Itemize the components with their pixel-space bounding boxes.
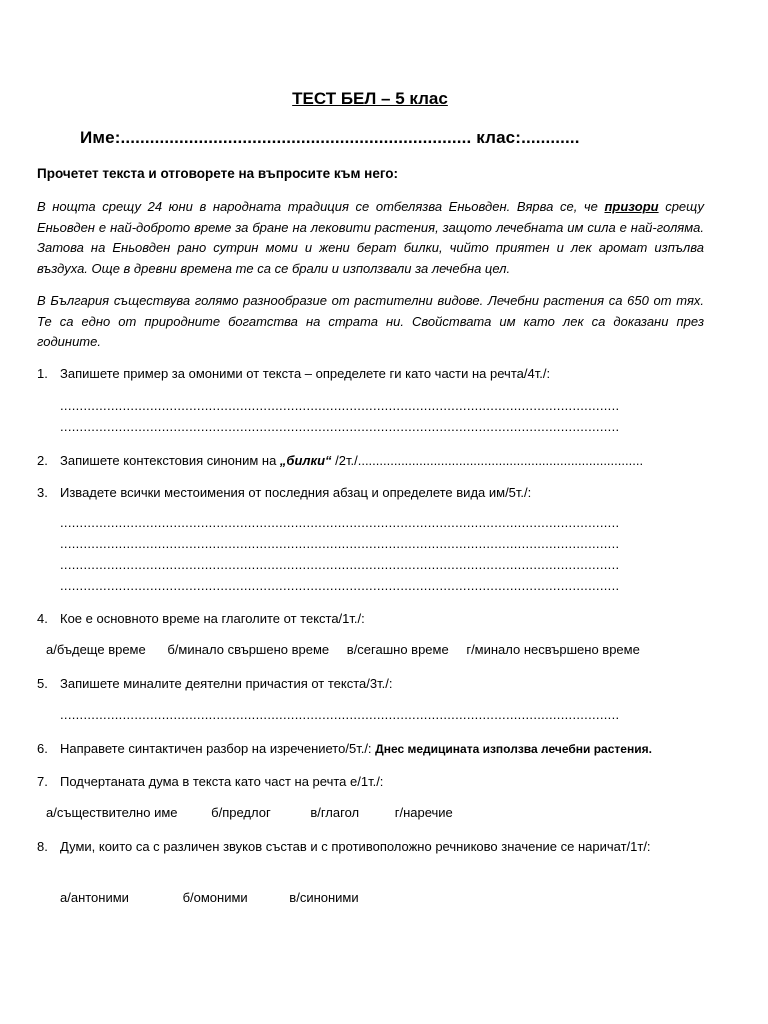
question-5 (37, 674, 704, 694)
question-6 (37, 739, 704, 759)
test-title: ТЕСТ БЕЛ – 5 клас (292, 89, 448, 108)
question-number: 1. (37, 366, 48, 381)
question-number: 2. (37, 453, 48, 468)
question-7 (37, 772, 704, 792)
option-b[interactable]: б/минало свършено време (167, 642, 330, 657)
question-number: 7. (37, 774, 48, 789)
option-a[interactable]: а/бъдеще време (46, 642, 146, 657)
question-text: Подчертаната дума в текста като част на речта е/1т./: (60, 774, 384, 789)
question-text: Запишете миналите деятелни причастия от текста/3т./: (60, 676, 393, 691)
question-8-options (60, 890, 359, 905)
option-b[interactable]: б/омоними (182, 890, 248, 905)
option-a[interactable]: а/антоними (60, 890, 129, 905)
question-number: 8. (37, 839, 48, 854)
answer-line[interactable]: ............................................................................................................................................... (60, 578, 620, 593)
answer-line[interactable]: ............................................................................................................................................... (60, 398, 620, 413)
answer-line[interactable]: ............................................................................................................................................... (60, 536, 620, 551)
option-d[interactable]: г/минало несвършено време (466, 642, 640, 657)
answer-line[interactable]: ............................................................................................................................................... (60, 515, 620, 530)
text-paragraph-2: В България съществува голямо разнообразие от растителни видове. Лечебни растения са 650 от тях. Те са едно от природните богатства на страта ни. Свойствата им като лек са доказани през годините. (37, 293, 704, 349)
question-4-options (46, 642, 640, 657)
question-8 (37, 837, 704, 857)
answer-line[interactable]: ............................................................................................................................................... (60, 557, 620, 572)
option-b[interactable]: б/предлог (211, 805, 271, 820)
question-text: Запишете пример за омоними от текста – определете ги като части на речта/4т./: (60, 366, 551, 381)
text-paragraph-1 (37, 197, 704, 279)
emphasized-word: „билки“ (279, 453, 332, 468)
question-text: Кое е основното време на глаголите от текста/1т./: (60, 611, 365, 626)
question-text-part: Направете синтактичен разбор на изречението/5т./: (60, 741, 376, 756)
question-number: 6. (37, 741, 48, 756)
instructions: Прочетет текста и отговорете на въпросите към него: (37, 166, 399, 181)
question-1 (37, 364, 704, 384)
paragraph-1-part-1: В нощта срещу 24 юни в народната традиция се отбелязва Еньовден. Вярва се, че (37, 199, 605, 214)
question-text: Думи, които са с различен звуков състав и с противоположно речниково значение се наричат/1т/: (60, 839, 651, 854)
question-7-options (46, 805, 453, 820)
option-c[interactable]: в/синоними (289, 890, 359, 905)
underlined-word: призори (604, 199, 659, 214)
question-text (60, 739, 704, 759)
option-c[interactable]: в/глагол (310, 805, 360, 820)
option-d[interactable]: г/наречие (394, 805, 453, 820)
question-text-answer-dots[interactable]: /2т./............................................................................... (331, 453, 644, 468)
question-text-part: Запишете контекстовия синоним на (60, 453, 280, 468)
question-text (60, 451, 704, 471)
question-number: 3. (37, 485, 48, 500)
question-3 (37, 483, 704, 503)
answer-line[interactable]: ............................................................................................................................................... (60, 419, 620, 434)
parse-sentence: Днес медицината използва лечебни растения. (375, 742, 652, 756)
name-class-line: Име:........................................................................ клас:............ (80, 128, 580, 147)
question-number: 4. (37, 611, 48, 626)
option-c[interactable]: в/сегашно време (346, 642, 449, 657)
question-4 (37, 609, 704, 629)
question-text: Извадете всички местоимения от последния абзац и определете вида им/5т./: (60, 485, 532, 500)
answer-line[interactable]: ............................................................................................................................................... (60, 707, 620, 722)
option-a[interactable]: а/съществително име (46, 805, 178, 820)
question-number: 5. (37, 676, 48, 691)
paragraph-1-part-2: срещу Еньовден е най-доброто време за бране на лековити растения, защото лечебната им сила е най-голяма. Затова на Еньовден рано сутрин моми и жени берат билки, чийто приятен и лек аромат изпълва въздуха. Още в древни времена те са се брали и използвали за лечебна цел. (37, 199, 704, 276)
question-2 (37, 451, 704, 471)
